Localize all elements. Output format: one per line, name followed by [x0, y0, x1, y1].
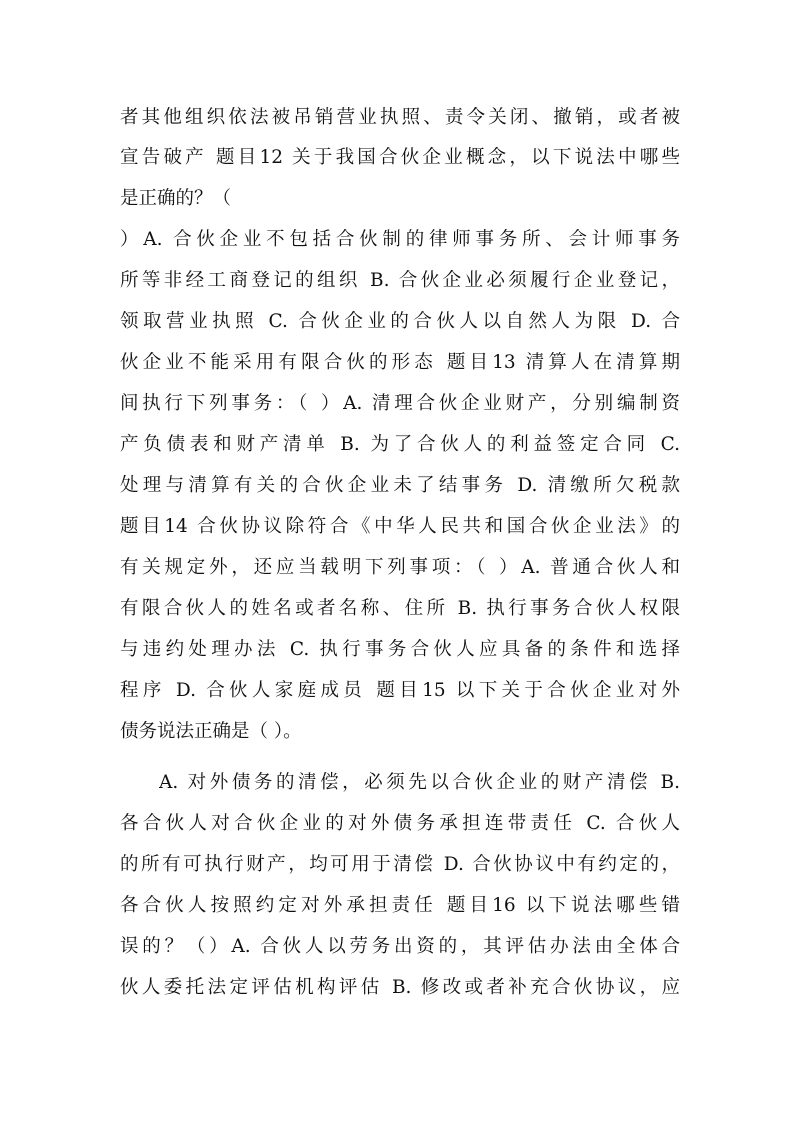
text-line-17: A. 对外债务的清偿，必须先以合伙企业的财产清偿 B.	[159, 772, 680, 793]
text-line-12: 有关规定外，还应当载明下列事项：（ ）A. 普通合伙人和	[120, 557, 680, 578]
text-line-9: 产负债表和财产清单 B. 为了合伙人的利益签定合同 C.	[120, 434, 680, 455]
text-line-19: 的所有可执行财产，均可用于清偿 D. 合伙协议中有约定的，	[120, 854, 680, 875]
text-line-21: 误的？（）A. 合伙人以劳务出资的，其评估办法由全体合	[120, 936, 680, 957]
text-line-18: 各合伙人对合伙企业的对外债务承担连带责任 C. 合伙人	[120, 813, 680, 834]
text-line-7: 伙企业不能采用有限合伙的形态 题目13 清算人在清算期	[120, 352, 680, 373]
text-line-16: 债务说法正确是（ ）。	[120, 721, 302, 742]
text-line-6: 领取营业执照 C. 合伙企业的合伙人以自然人为限 D. 合	[120, 311, 680, 332]
text-line-2: 宣告破产 题目12 关于我国合伙企业概念，以下说法中哪些	[120, 147, 680, 168]
text-line-4: ）A. 合伙企业不包括合伙制的律师事务所、会计师事务	[120, 229, 680, 250]
text-line-14: 与违约处理办法 C. 执行事务合伙人应具备的条件和选择	[120, 639, 680, 660]
text-line-13: 有限合伙人的姓名或者名称、住所 B. 执行事务合伙人权限	[120, 598, 680, 619]
text-line-3: 是正确的？（	[120, 188, 232, 209]
text-line-1: 者其他组织依法被吊销营业执照、责令关闭、撤销，或者被	[120, 107, 680, 128]
text-line-11: 题目14 合伙协议除符合《中华人民共和国合伙企业法》的	[120, 516, 680, 537]
text-line-10: 处理与清算有关的合伙企业未了结事务 D. 清缴所欠税款	[120, 475, 680, 496]
text-line-15: 程序 D. 合伙人家庭成员 题目15 以下关于合伙企业对外	[120, 680, 680, 701]
text-line-5: 所等非经工商登记的组织 B. 合伙企业必须履行企业登记，	[120, 270, 680, 291]
text-line-8: 间执行下列事务：（ ）A. 清理合伙企业财产，分别编制资	[120, 393, 680, 414]
text-line-22: 伙人委托法定评估机构评估 B. 修改或者补充合伙协议，应	[120, 977, 680, 998]
text-line-20: 各合伙人按照约定对外承担责任 题目16 以下说法哪些错	[120, 895, 680, 916]
